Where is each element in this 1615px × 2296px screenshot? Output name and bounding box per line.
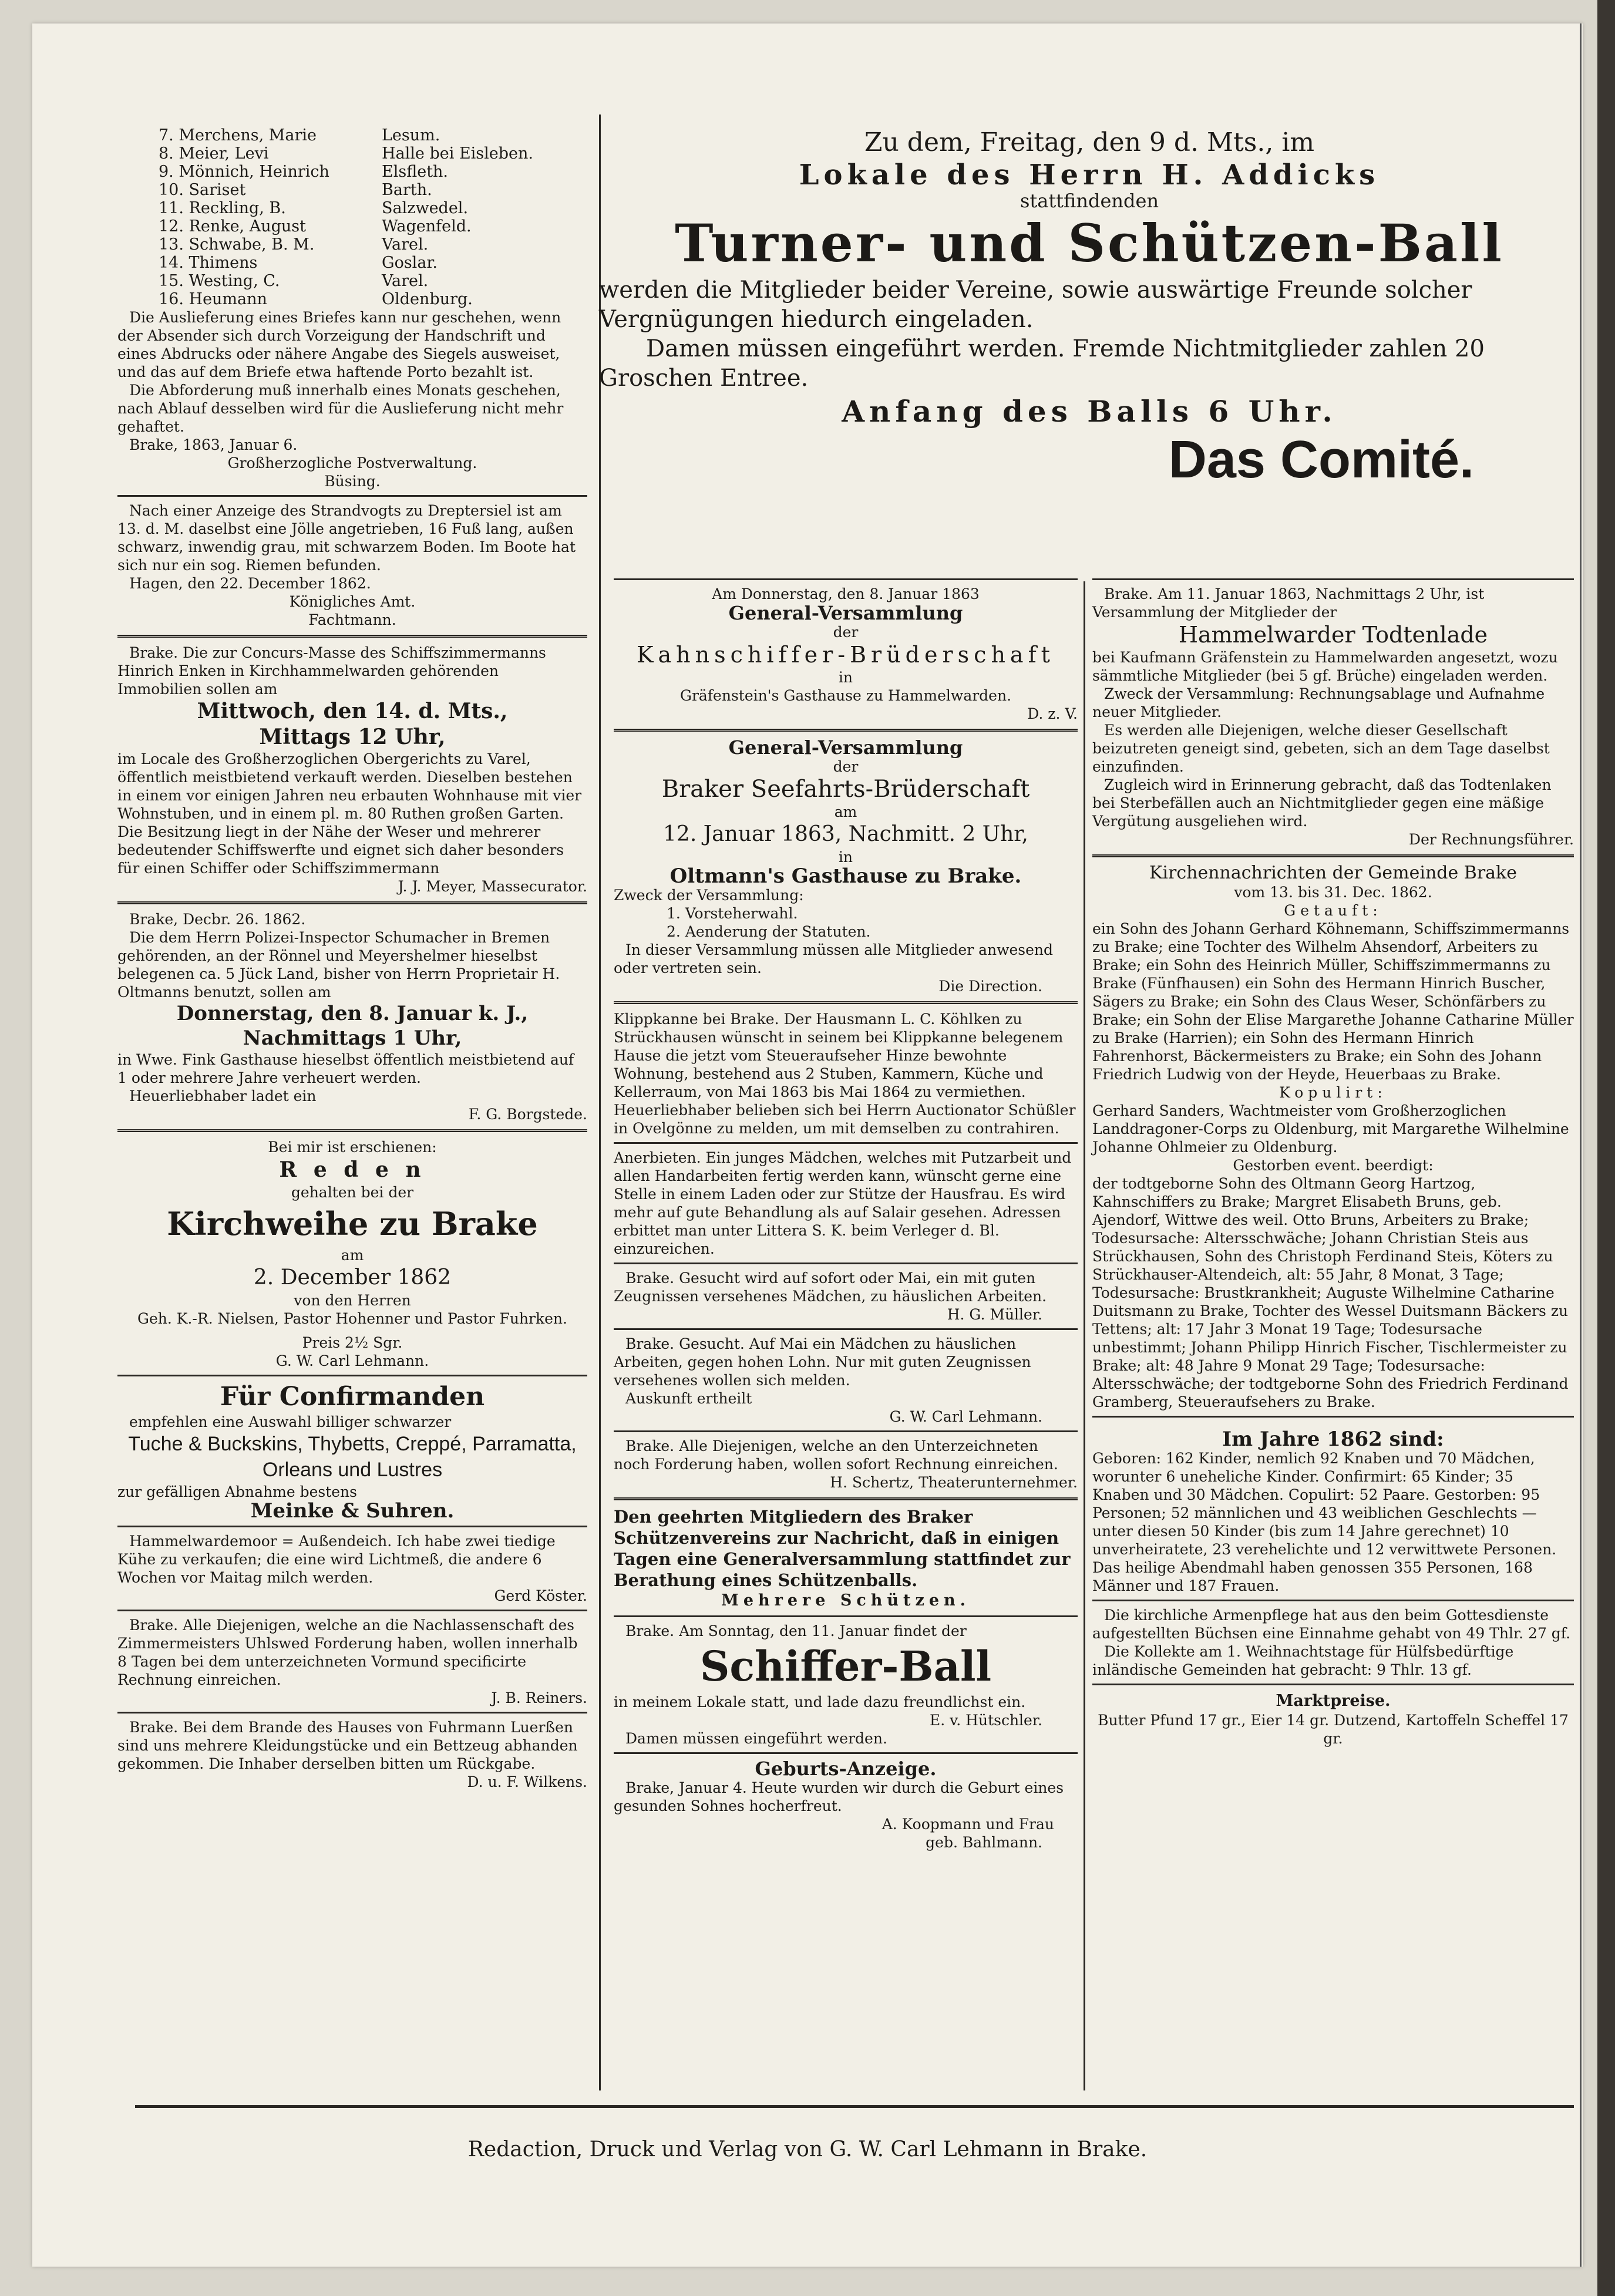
- church-getauft: Getauft:: [1284, 902, 1382, 919]
- birth-title: Geburts-Anzeige.: [755, 1758, 937, 1780]
- gv2-signature: Die Direction.: [938, 978, 1042, 995]
- year-title: Im Jahre 1862 sind:: [1222, 1428, 1444, 1451]
- book-publisher: G. W. Carl Lehmann.: [275, 1352, 429, 1369]
- sale-signature: F. G. Borgstede.: [468, 1106, 587, 1123]
- todtenlade-text4: Zugleich wird in Erinnerung gebracht, daß das Todtenlaken bei Sterbefällen auch an Nichtmitglieder gegen eine mäßige Vergütung ausgeliehen wird.: [1092, 776, 1552, 830]
- todtenlade-title: Hammelwarder Todtenlade: [1178, 622, 1488, 648]
- letter-place: Varel.: [382, 272, 429, 290]
- concurs-date: Mittwoch, den 14. d. Mts.,: [197, 699, 508, 723]
- schuetzen-notice: Den geehrten Mitgliedern des Braker Schützenvereins zur Nachricht, daß in einigen Tagen eine Generalversammlung stattfindet zur Berathung eines Schützenballs.: [614, 1507, 1071, 1590]
- birth-signature: A. Koopmann und Frau: [881, 1816, 1054, 1833]
- ball-text2: Damen müssen eingeführt werden. Fremde Nichtmitglieder zahlen 20 Groschen Entree.: [599, 335, 1485, 392]
- letter-recipient: 15. Westing, C.: [159, 272, 280, 290]
- gv2-item1: 1. Vorsteherwahl.: [667, 905, 798, 922]
- letter-recipient: 12. Renke, August: [159, 217, 306, 235]
- gv1-date: Am Donnerstag, den 8. Januar 1863: [712, 585, 980, 602]
- letter-recipient: 11. Reckling, B.: [159, 199, 286, 217]
- maid2-notice: Brake. Gesucht. Auf Mai ein Mädchen zu häuslichen Arbeiten, gegen hohen Lohn. Nur mit guten Zeugnissen versehenes wollen sich melden.: [614, 1335, 1031, 1389]
- concurs-notice-body: im Locale des Großherzoglichen Obergerichts zu Varel, öffentlich meistbietend verkauft werden. Dieselben bestehen in einem vor einigen Jahren neu erbauten Wohnhause mit vier Wohnstuben, und in einem pl. m. 80 Ruthen großen Garten. Die Besitzung liegt in der Nähe der Weser und mehrerer bedeutender Schiffswerfte und eignet sich daher besonders für einen Schiffer oder Schiffszimmermann: [117, 750, 582, 877]
- church-gestorben: Gestorben event. beerdigt:: [1233, 1157, 1434, 1174]
- gv2-date: 12. Januar 1863, Nachmitt. 2 Uhr,: [663, 822, 1028, 846]
- letter-place: Goslar.: [382, 254, 438, 272]
- birth-text: Brake, Januar 4. Heute wurden wir durch die Geburt eines gesunden Sohnes hocherfreut.: [614, 1779, 1064, 1814]
- book-intro: Bei mir ist erschienen:: [268, 1139, 437, 1156]
- concurs-notice: Brake. Die zur Concurs-Masse des Schiffszimmermanns Hinrich Enken in Kirchhammelwarden gehörenden Immobilien sollen am: [117, 644, 546, 698]
- column-left: [117, 126, 587, 1791]
- ball-title: Turner- und Schützen-Ball: [675, 213, 1504, 274]
- ball-start: Anfang des Balls 6 Uhr.: [842, 394, 1337, 429]
- offer-notice: Anerbieten. Ein junges Mädchen, welches mit Putzarbeit und allen Handarbeiten fertig werden kann, wünscht gerne eine Stelle in einem Laden oder zur Stütze der Hausfrau. Es wird mehr auf gute Behandlung als auf Salair gesehen. Adressen erbittet man unter Littera S. K. beim Verleger d. Bl. einzureichen.: [614, 1149, 1072, 1257]
- estate-signature: J. B. Reiners.: [491, 1689, 587, 1706]
- gv2-text: In dieser Versammlung müssen alle Mitglieder anwesend oder vertreten sein.: [614, 941, 1054, 977]
- letter-place: Varel.: [382, 235, 429, 254]
- post-date: Brake, 1863, Januar 6.: [129, 436, 298, 453]
- maid2-info: Auskunft ertheilt: [625, 1390, 752, 1407]
- church-news-range: vom 13. bis 31. Dec. 1862.: [1234, 884, 1432, 901]
- letter-list-row: [117, 254, 587, 272]
- gv2-name: Braker Seefahrts-Brüderschaft: [661, 776, 1030, 803]
- ball-line3: stattfindenden: [1020, 190, 1159, 212]
- confirmanden-goods: Tuche & Buckskins, Thybetts, Creppé, Parramatta, Orleans und Lustres: [128, 1433, 577, 1481]
- ball2-title: Schiffer-Ball: [699, 1642, 992, 1691]
- house-notice: Klippkanne bei Brake. Der Hausmann L. C. Köhlken zu Strückhausen wünscht in seinem bei Klippkanne belegenem Hause die jetzt vom Steueraufseher Hinze bewohnte Wohnung, bestehend aus 2 Stuben, Kammern, Küche und Kellerraum, von Mai 1863 bis Mai 1864 zu vermiethen. Heuerliebhaber belieben sich bei Herrn Auctionator Schüßler in Ovelgönne zu melden, um mit demselben zu contrahiren.: [614, 1011, 1076, 1137]
- book-authors: Geh. K.-R. Nielsen, Pastor Hohenner und Pastor Fuhrken.: [137, 1310, 567, 1327]
- confirmanden-text2: zur gefälligen Abnahme bestens: [117, 1483, 357, 1500]
- year-text: Geboren: 162 Kinder, nemlich 92 Knaben und 70 Mädchen, worunter 6 uneheliche Kinder. Confirmirt: 65 Kinder; 35 Knaben und 30 Mädchen. Copulirt: 52 Paare. Gestorben: 95 Personen; 52 männlichen und 43 weiblichen Geschlechts — unter diesen 50 Kinder (bis zum 14 Jahre gerechnet) 10 unverheiratete, 23 verehelichte und 12 verwittwete Personen. Das heilige Abendmahl haben genossen 355 Personen, 168 Männer und 187 Frauen.: [1092, 1450, 1557, 1594]
- church-kopulirt-text: Gerhard Sanders, Wachtmeister vom Großherzoglichen Landdragoner-Corps zu Oldenburg, mit Margarethe Wilhelmine Johanne Ohlmeier zu Oldenburg.: [1092, 1102, 1569, 1156]
- letter-place: Oldenburg.: [382, 290, 473, 308]
- letter-list-row: [117, 199, 587, 217]
- letter-recipient: 8. Meier, Levi: [159, 144, 269, 163]
- confirmanden-text: empfehlen eine Auswahl billiger schwarzer: [129, 1413, 452, 1430]
- letter-list-row: [117, 144, 587, 163]
- sale-date: Brake, Decbr. 26. 1862.: [129, 911, 306, 928]
- theatre-notice: Brake. Alle Diejenigen, welche an den Unterzeichneten noch Forderung haben, wollen sofort Rechnung einreichen.: [614, 1437, 1058, 1473]
- book-by: von den Herren: [294, 1292, 411, 1309]
- church-gestorben-text: der todtgeborne Sohn des Oltmann Georg Hartzog, Kahnschiffers zu Brake; Margret Elisabeth Bruns, geb. Ajendorf, Wittwe des weil. Otto Bruns, Arbeiters zu Brake; Todesursache: Altersschwäche; Johann Christian Steis aus Strückhausen, Sohn des Christoph Ferdinand Steis, Köters zu Strückhauser-Altendeich, alt: 55 Jahr, 8 Monat, 3 Tage; Todesursache: Brustkrankheit; Auguste Wilhelmine Catharine Duitsmann zu Brake, Tochter des Wessel Duitsmann Bäckers zu Tettens; alt: 17 Jahr 3 Monat 19 Tage; Todesursache unbestimmt; Johann Philipp Hinrich Fischer, Tischlermeister zu Brake; alt: 48 Jahre 9 Monat 29 Tage; Todesursache: Altersschwäche; der todtgeborne Sohn des Friedrich Ferdinand Gramberg, Steueraufsehers zu Brake.: [1092, 1175, 1569, 1410]
- church-kopulirt: Kopulirt:: [1279, 1084, 1387, 1101]
- letter-list: [117, 126, 587, 308]
- page-edge-shadow: [1597, 0, 1615, 2296]
- confirmanden-title: Für Confirmanden: [220, 1382, 485, 1412]
- strand-date: Hagen, den 22. December 1862.: [129, 575, 371, 592]
- gv2-item2: 2. Aenderung der Statuten.: [667, 923, 871, 940]
- maid1-signature: H. G. Müller.: [947, 1306, 1042, 1323]
- bottom-rule: [135, 2105, 1574, 2108]
- letter-recipient: 9. Mönnich, Heinrich: [159, 163, 329, 181]
- cows-signature: Gerd Köster.: [494, 1587, 587, 1604]
- gv1-in: in: [838, 669, 853, 686]
- post-signature-name: Büsing.: [324, 473, 381, 490]
- todtenlade-intro: Brake. Am 11. Januar 1863, Nachmittags 2 Uhr, ist Versammlung der Mitglieder der: [1092, 585, 1485, 621]
- gv2-purpose: Zweck der Versammlung:: [614, 887, 804, 904]
- letter-place: Lesum.: [382, 126, 440, 144]
- letter-place: Salzwedel.: [382, 199, 469, 217]
- book-sub: gehalten bei der: [291, 1184, 414, 1201]
- todtenlade-text2: Zweck der Versammlung: Rechnungsablage und Aufnahme neuer Mitglieder.: [1092, 685, 1545, 721]
- church-news-title: Kirchennachrichten der Gemeinde Brake: [1149, 863, 1517, 883]
- maid1-notice: Brake. Gesucht wird auf sofort oder Mai, ein mit guten Zeugnissen versehenes Mädchen, zu häuslichen Arbeiten.: [614, 1270, 1047, 1305]
- ball2-note: Damen müssen eingeführt werden.: [625, 1730, 887, 1747]
- letter-recipient: 16. Heumann: [159, 290, 267, 308]
- todtenlade-signature: Der Rechnungsführer.: [1409, 831, 1574, 848]
- book-price: Preis 2½ Sgr.: [302, 1334, 403, 1351]
- strand-signature: Königliches Amt.: [289, 593, 416, 610]
- fire-signature: D. u. F. Wilkens.: [467, 1773, 587, 1790]
- market-title: Marktpreise.: [1276, 1692, 1391, 1710]
- ball2-text: in meinem Lokale statt, und lade dazu freundlichst ein.: [614, 1694, 1026, 1711]
- column-middle: [614, 578, 1078, 1851]
- book-am: am: [341, 1247, 364, 1264]
- imprint: Redaction, Druck und Verlag von G. W. Carl Lehmann in Brake.: [467, 2137, 1148, 2162]
- sale-notice: Die dem Herrn Polizei-Inspector Schumacher in Bremen gehörenden, an der Rönnel und Meyershelmer hieselbst belegenen ca. 5 Jück Land, bisher von Herrn Proprietair H. Oltmanns benutzt, sollen am: [117, 929, 560, 1001]
- column-right: [1092, 578, 1574, 1748]
- gv2-in: in: [838, 849, 853, 866]
- schuetzen-signature: Mehrere Schützen.: [721, 1591, 971, 1610]
- gv2-title: General-Versammlung: [728, 736, 963, 759]
- gv1-signature: D. z. V.: [1027, 705, 1078, 722]
- concurs-signature: J. J. Meyer, Massecurator.: [398, 878, 587, 895]
- post-text2: Die Abforderung muß innerhalb eines Monats geschehen, nach Ablauf desselben wird für die Auslieferung nicht mehr gehaftet.: [117, 382, 564, 435]
- book-date: 2. December 1862: [253, 1265, 452, 1290]
- page-rule-right: [1580, 23, 1582, 2267]
- letter-place: Elsfleth.: [382, 163, 449, 181]
- ball2-signature: E. v. Hütschler.: [929, 1712, 1042, 1729]
- gv1-name: Kahnschiffer-Brüderschaft: [637, 642, 1055, 668]
- book-title: R e d e n: [279, 1157, 426, 1182]
- ball2-intro: Brake. Am Sonntag, den 11. Januar findet der: [625, 1622, 967, 1639]
- ball-signature: Das Comité.: [1168, 430, 1474, 489]
- concurs-time: Mittags 12 Uhr,: [259, 725, 446, 749]
- letter-recipient: 14. Thimens: [159, 254, 258, 272]
- letter-list-row: [117, 235, 587, 254]
- cows-notice: Hammelwardemoor = Außendeich. Ich habe zwei tiedige Kühe zu verkaufen; die eine wird Lichtmeß, die andere 6 Wochen vor Maitag milch werden.: [117, 1533, 556, 1586]
- letter-list-row: [117, 181, 587, 199]
- letter-list-row: [117, 217, 587, 235]
- church-getauft-text: ein Sohn des Johann Gerhard Köhnemann, Schiffszimmermanns zu Brake; eine Tochter des Wilhelm Ahsendorf, Arbeiters zu Brake; ein Sohn des Heinrich Müller, Schiffszimmermanns zu Brake (Fünfhausen) ein Sohn des Hermann Hinrich Buscher, Sägers zu Brake; ein Sohn des Claus Weser, Schönfärbers zu Brake; ein Sohn der Elise Margarethe Johanne Catharine Müller zu Brake (Harrien); ein Sohn des Hermann Hinrich Fahrenhorst, Bäckermeisters zu Brake; ein Sohn des Johann Friedrich Ludwig von der Heyde, Heuerbaas zu Brake.: [1092, 920, 1574, 1083]
- confirmanden-signature: Meinke & Suhren.: [250, 1499, 455, 1523]
- letter-recipient: 10. Sariset: [159, 181, 246, 199]
- letter-recipient: 13. Schwabe, B. M.: [159, 235, 315, 254]
- sale-invite: Heuerliebhaber ladet ein: [129, 1088, 317, 1105]
- gv2-am: am: [834, 803, 857, 820]
- maid2-signature: G. W. Carl Lehmann.: [889, 1408, 1042, 1425]
- ball-venue: Lokale des Herrn H. Addicks: [799, 159, 1380, 191]
- estate-notice: Brake. Alle Diejenigen, welche an die Nachlassenschaft des Zimmermeisters Uhlswed Forderung haben, wollen innerhalb 8 Tagen bei dem unterzeichneten Vormund specificirte Rechnung einreichen.: [117, 1617, 578, 1688]
- theatre-signature: H. Schertz, Theaterunternehmer.: [830, 1474, 1078, 1491]
- birth-signature2: geb. Bahlmann.: [926, 1834, 1042, 1851]
- sale-time: Nachmittags 1 Uhr,: [243, 1026, 462, 1050]
- market-text: Butter Pfund 17 gr., Eier 14 gr. Dutzend, Kartoffeln Scheffel 17 gr.: [1098, 1712, 1569, 1747]
- gv2-der: der: [833, 758, 859, 775]
- letter-place: Barth.: [382, 181, 432, 199]
- column-rule-right: [1084, 581, 1085, 2090]
- post-signature: Großherzogliche Postverwaltung.: [227, 455, 477, 472]
- ball-advertisement: [599, 126, 1580, 489]
- todtenlade-text: bei Kaufmann Gräfenstein zu Hammelwarden angesetzt, wozu sämmtliche Mitglieder (bei 5 gf. Brüche) eingeladen werden.: [1092, 649, 1558, 684]
- letter-list-row: [117, 290, 587, 308]
- gv1-der: der: [833, 624, 859, 641]
- gv1-place: Gräfenstein's Gasthause zu Hammelwarden.: [679, 687, 1012, 704]
- letter-place: Wagenfeld.: [382, 217, 472, 235]
- sale-notice-body: in Wwe. Fink Gasthause hieselbst öffentlich meistbietend auf 1 oder mehrere Jahre verheuert werden.: [117, 1051, 574, 1086]
- sale-when: Donnerstag, den 8. Januar k. J.,: [176, 1002, 529, 1025]
- letter-list-row: [117, 272, 587, 290]
- gv1-title: General-Versammlung: [728, 602, 963, 624]
- letter-place: Halle bei Eisleben.: [382, 144, 534, 163]
- gv2-place: Oltmann's Gasthause zu Brake.: [669, 864, 1022, 888]
- fire-notice: Brake. Bei dem Brande des Hauses von Fuhrmann Luerßen sind uns mehrere Kleidungstücke und ein Bettzeug abhanden gekommen. Die Inhaber derselben bitten um Rückgabe.: [117, 1719, 578, 1772]
- ball-text: werden die Mitglieder beider Vereine, sowie auswärtige Freunde solcher Vergnügungen hiedurch eingeladen.: [599, 277, 1472, 333]
- letter-recipient: 7. Merchens, Marie: [159, 126, 317, 144]
- post-text: Die Auslieferung eines Briefes kann nur geschehen, wenn der Absender sich durch Vorzeigung der Handschrift und eines Abdrucks oder nähere Angabe des Siegels ausweiset, und das auf dem Briefe etwa haftende Porto bezahlt ist.: [117, 309, 561, 381]
- strand-notice: Nach einer Anzeige des Strandvogts zu Dreptersiel ist am 13. d. M. daselbst eine Jölle angetrieben, 16 Fuß lang, außen schwarz, inwendig grau, mit schwarzem Boden. Im Boote hat sich nur ein sog. Riemen befunden.: [117, 502, 576, 574]
- letter-list-row: [117, 126, 587, 144]
- book-title-main: Kirchweihe zu Brake: [167, 1205, 538, 1243]
- kollekte-text: Die Kollekte am 1. Weihnachtstage für Hülfsbedürftige inländische Gemeinden hat gebracht: 9 Thlr. 13 gf.: [1092, 1643, 1514, 1678]
- strand-signature-name: Fachtmann.: [308, 611, 396, 628]
- letter-list-row: [117, 163, 587, 181]
- arm-text: Die kirchliche Armenpflege hat aus den beim Gottesdienste aufgestellten Büchsen eine Einnahme gehabt von 49 Thlr. 27 gf.: [1092, 1607, 1571, 1642]
- todtenlade-text3: Es werden alle Diejenigen, welche dieser Gesellschaft beizutreten geneigt sind, gebeten, sich an dem Tage daselbst einzufinden.: [1092, 722, 1550, 775]
- ball-line1: Zu dem, Freitag, den 9 d. Mts., im: [864, 127, 1315, 157]
